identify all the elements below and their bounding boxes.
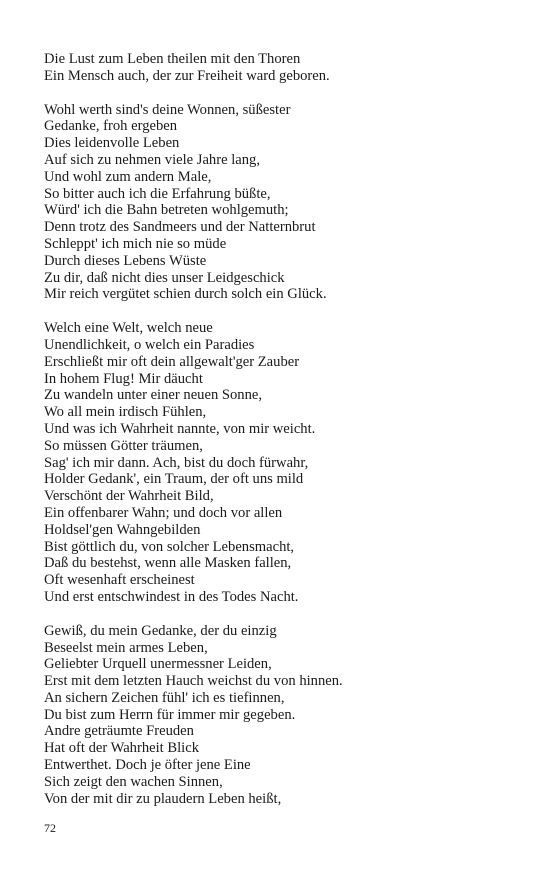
poem-line: Zu dir, daß nicht dies unser Leidgeschick <box>44 269 285 286</box>
poem-line: Die Lust zum Leben theilen mit den Thoren <box>44 51 301 67</box>
poem-line: Dies leidenvolle Leben <box>44 135 180 152</box>
poem-line: Oft wesenhaft erscheinest <box>44 572 195 589</box>
poem-line: Ein offenbarer Wahn; und doch vor allen <box>44 504 283 521</box>
poem-line: Erst mit dem letzten Hauch weichst du von hinnen. <box>44 673 343 690</box>
poem-line: Auf sich zu nehmen viele Jahre lang, <box>44 151 260 168</box>
poem-line: Und was ich Wahrheit nannte, von mir weicht. <box>44 420 316 437</box>
poem-line: Daß du bestehst, wenn alle Masken fallen, <box>44 555 292 572</box>
poem-line: Erschließt mir oft dein allgewalt'ger Zauber <box>44 353 300 370</box>
poem-line: Ein Mensch auch, der zur Freiheit ward geboren. <box>44 67 330 84</box>
poem-line: Schleppt' ich mich nie so müde <box>44 235 227 252</box>
poem-line: Mir reich vergütet schien durch solch ein Glück. <box>44 286 327 303</box>
poem-line: Unendlichkeit, o welch ein Paradies <box>44 336 255 353</box>
poem-line: Du bist zum Herrn für immer mir gegeben. <box>44 706 296 723</box>
poem-line: Entwerthet. Doch je öfter jene Eine <box>44 757 251 774</box>
stanza-3 <box>44 320 514 606</box>
poem-line: Von der mit dir zu plaudern Leben heißt, <box>44 790 282 807</box>
stanza-2 <box>44 102 514 304</box>
poem-line: Wo all mein irdisch Fühlen, <box>44 404 207 421</box>
stanza-1 <box>44 51 514 85</box>
poem-line: Gedanke, froh ergeben <box>44 118 178 135</box>
poem-line: Würd' ich die Bahn betreten wohlgemuth; <box>44 202 289 219</box>
poem-line: An sichern Zeichen fühl' ich es tiefinnen, <box>44 689 285 706</box>
poem-line: Gewiß, du mein Gedanke, der du einzig <box>44 622 277 639</box>
page-number: 72 <box>44 821 56 835</box>
poem-line: So müssen Götter träumen, <box>44 437 203 454</box>
poem-line: Durch dieses Lebens Wüste <box>44 252 207 269</box>
poem-body <box>44 51 514 824</box>
poem-line: Andre geträumte Freuden <box>44 723 194 740</box>
poem-line: Holdsel'gen Wahngebilden <box>44 521 201 538</box>
poem-line: Und erst entschwindest in des Todes Nacht. <box>44 588 299 605</box>
poem-line: Zu wandeln unter einer neuen Sonne, <box>44 387 263 404</box>
poem-line: So bitter auch ich die Erfahrung büßte, <box>44 185 271 202</box>
poem-line: Bist göttlich du, von solcher Lebensmacht, <box>44 538 295 555</box>
stanza-4 <box>44 623 514 808</box>
poem-line: Und wohl zum andern Male, <box>44 168 212 185</box>
poem-line: Denn trotz des Sandmeers und der Natternbrut <box>44 219 316 236</box>
poem-line: Hat oft der Wahrheit Blick <box>44 740 199 757</box>
poem-line: Wohl werth sind's deine Wonnen, süßester <box>44 101 291 118</box>
poem-line: Verschönt der Wahrheit Bild, <box>44 488 214 505</box>
poem-line: Sich zeigt den wachen Sinnen, <box>44 773 223 790</box>
poem-line: Holder Gedank', ein Traum, der oft uns mild <box>44 471 304 488</box>
poem-line: Welch eine Welt, welch neue <box>44 320 213 337</box>
poem-line: Geliebter Urquell unermessner Leiden, <box>44 656 272 673</box>
poem-line: Sag' ich mir dann. Ach, bist du doch fürwahr, <box>44 454 309 471</box>
poem-line: Beseelst mein armes Leben, <box>44 639 208 656</box>
poem-line: In hohem Flug! Mir däucht <box>44 370 203 387</box>
